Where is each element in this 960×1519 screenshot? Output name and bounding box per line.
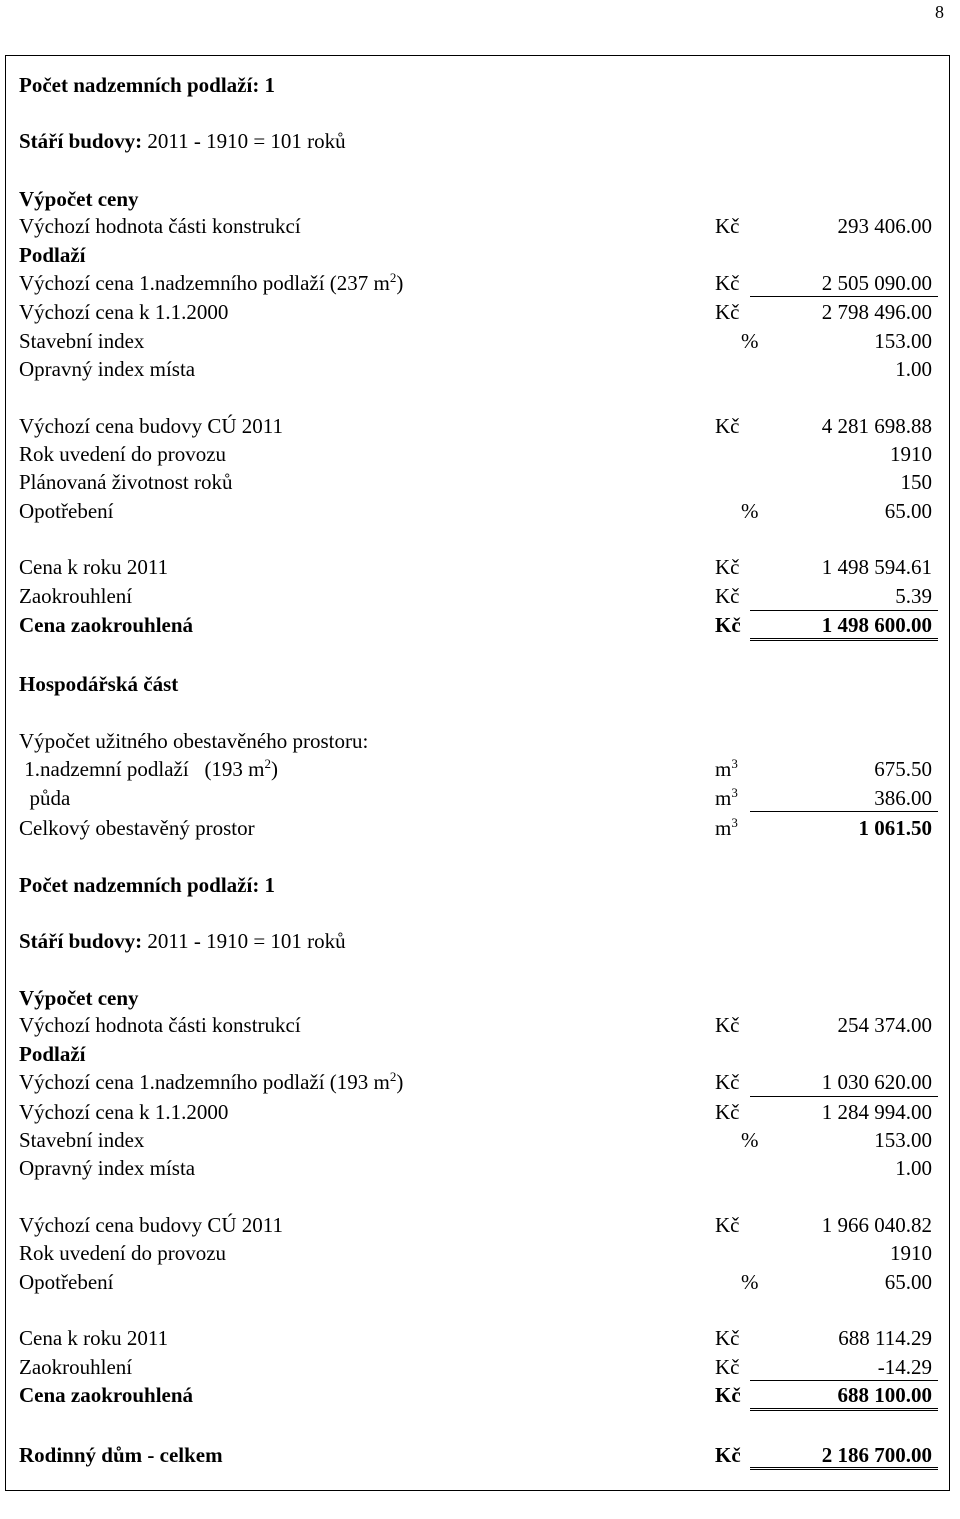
lifetime-row: Plánovaná životnost roků 150 [19, 470, 932, 494]
rounded-price-row: Cena zaokrouhlená Kč 1 498 600.00 [19, 613, 932, 637]
volume-attic-row: půda $m^3$ 386.00 [19, 785, 932, 810]
price-2000-row: Výchozí cena k 1.1.2000 Kč 1 284 994.00 [19, 1100, 932, 1124]
subtotal-line [750, 811, 938, 812]
grand-total-row: Rodinný dům - celkem Kč 2 186 700.00 [19, 1443, 932, 1467]
floor-base-price-row: Výchozí cena 1.nadzemního podlaží (237 $m^2$) Kč 2 505 090.00 [19, 270, 932, 295]
building-price-row: Výchozí cena budovy CÚ 2011 Kč 1 966 040.82 [19, 1213, 932, 1237]
floor-base-price-row: Výchozí cena 1.nadzemního podlaží (193 $m^2$) Kč 1 030 620.00 [19, 1069, 932, 1094]
price-2011-row: Cena k roku 2011 Kč 1 498 594.61 [19, 555, 932, 579]
base-value-row: Výchozí hodnota části konstrukcí Kč 293 406.00 [19, 214, 932, 238]
volume-total-row: Celkový obestavěný prostor $m^3$ 1 061.50 [19, 815, 932, 840]
subtotal-line [750, 296, 938, 297]
floors-count: Počet nadzemních podlaží: 1 [19, 873, 276, 897]
location-index-row: Opravný index místa 1.00 [19, 357, 932, 381]
price-2000-row: Výchozí cena k 1.1.2000 Kč 2 798 496.00 [19, 300, 932, 324]
wear-row: Opotřebení % 65.00 [19, 499, 932, 523]
price-calc-heading: Výpočet ceny [19, 986, 139, 1010]
build-index-row: Stavební index % 153.00 [19, 1128, 932, 1152]
floor-heading: Podlaží [19, 243, 86, 267]
location-index-row: Opravný index místa 1.00 [19, 1156, 932, 1180]
subtotal-line [750, 1096, 938, 1097]
floor-heading: Podlaží [19, 1042, 86, 1066]
rounded-price-row: Cena zaokrouhlená Kč 688 100.00 [19, 1383, 932, 1407]
floors-count: Počet nadzemních podlaží: 1 [19, 73, 276, 97]
volume-calc-heading: Výpočet užitného obestavěného prostoru: [19, 729, 369, 753]
page-number: 8 [935, 2, 944, 22]
total-double-line [750, 1408, 938, 1411]
price-calc-heading: Výpočet ceny [19, 187, 139, 211]
base-value-row: Výchozí hodnota části konstrukcí Kč 254 374.00 [19, 1013, 932, 1037]
wear-row: Opotřebení % 65.00 [19, 1270, 932, 1294]
volume-floor-row: 1.nadzemní podlaží (193 $m^2$) $m^3$ 675.50 [19, 756, 932, 781]
total-double-line [750, 638, 938, 641]
rounding-row: Zaokrouhlení Kč 5.39 [19, 584, 932, 608]
price-2011-row: Cena k roku 2011 Kč 688 114.29 [19, 1326, 932, 1350]
rounding-row: Zaokrouhlení Kč -14.29 [19, 1355, 932, 1379]
total-double-line [750, 1467, 938, 1470]
building-age: Stáří budovy: 2011 - 1910 = 101 roků [19, 929, 346, 953]
year-row: Rok uvedení do provozu 1910 [19, 442, 932, 466]
building-age: Stáří budovy: 2011 - 1910 = 101 roků [19, 129, 346, 153]
build-index-row: Stavební index % 153.00 [19, 329, 932, 353]
building-price-row: Výchozí cena budovy CÚ 2011 Kč 4 281 698.88 [19, 414, 932, 438]
year-row: Rok uvedení do provozu 1910 [19, 1241, 932, 1265]
farm-section-heading: Hospodářská část [19, 672, 179, 696]
